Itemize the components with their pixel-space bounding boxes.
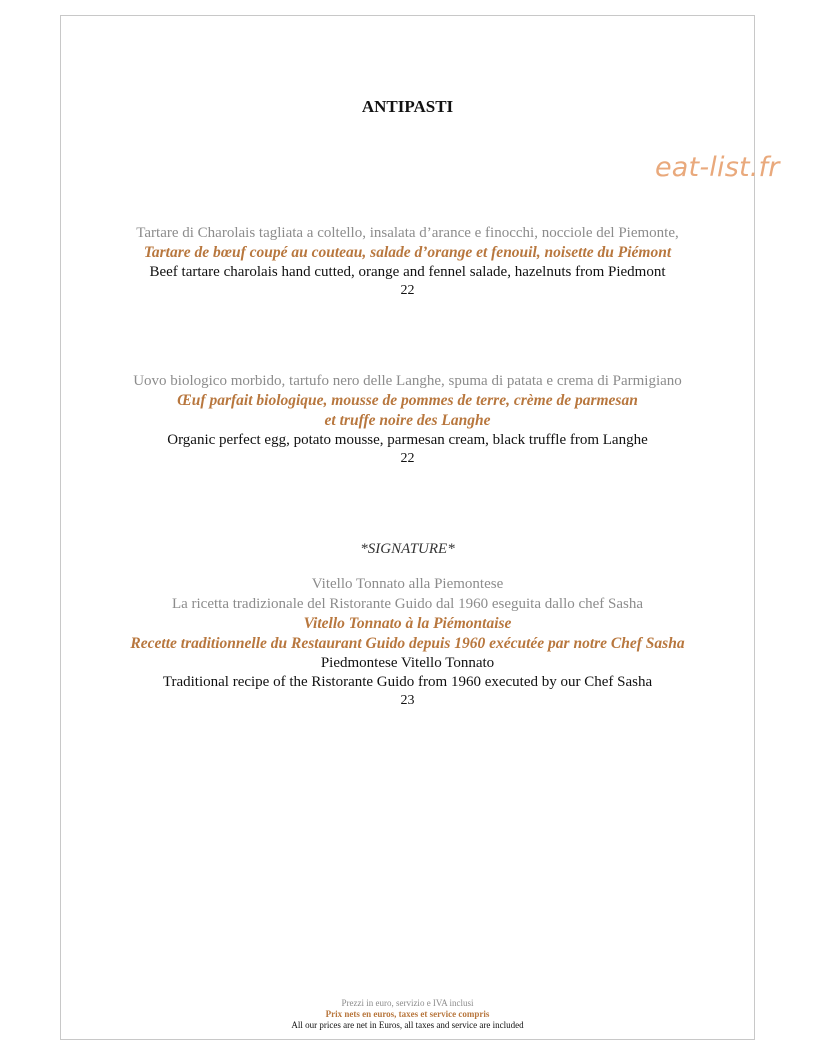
item-english-description: Beef tartare charolais hand cutted, orange and fennel salade, hazelnuts from Piedmont [149,264,666,280]
item-italian-description: Uovo biologico morbido, tartufo nero delle Langhe, spuma di patata e crema di Parmigiano [133,373,682,389]
menu-item-tartare [60,223,755,300]
item-french-description-line-1: Œuf parfait biologique, mousse de pommes de terre, crème de parmesan [177,392,638,409]
footer-italian-note: Prezzi in euro, servizio e IVA inclusi [341,998,474,1008]
signature-english-name: Piedmontese Vitello Tonnato [320,655,495,671]
menu-item-egg [60,371,755,468]
menu-item-signature [60,539,755,710]
signature-french-name: Vitello Tonnato à la Piémontaise [303,615,512,632]
item-french-description: Tartare de bœuf coupé au couteau, salade d’orange et fenouil, noisette du Piémont [143,244,672,261]
signature-french-description: Recette traditionnelle du Restaurant Guido depuis 1960 exécutée par notre Chef Sasha [130,635,685,652]
item-price: 22 [400,283,415,298]
section-title: ANTIPASTI [361,97,454,116]
footer-english-note: All our prices are net in Euros, all taxes and service are included [291,1020,524,1030]
signature-price: 23 [400,693,415,708]
signature-italian-description: La ricetta tradizionale del Ristorante Guido dal 1960 eseguita dallo chef Sasha [171,596,644,612]
watermark: eat-list.fr [655,152,780,183]
item-price: 22 [400,451,415,466]
price-footer [60,998,755,1031]
signature-english-description: Traditional recipe of the Ristorante Guido from 1960 executed by our Chef Sasha [162,674,653,690]
item-french-description-line-2: et truffe noire des Langhe [324,412,491,429]
signature-italian-name: Vitello Tonnato alla Piemontese [311,576,504,592]
item-english-description: Organic perfect egg, potato mousse, parmesan cream, black truffle from Langhe [167,432,648,448]
footer-french-note: Prix nets en euros, taxes et service compris [325,1009,490,1019]
signature-label: *SIGNATURE* [360,541,455,557]
item-italian-description: Tartare di Charolais tagliata a coltello, insalata d’arance e finocchi, nocciole del Piemonte, [136,225,679,241]
menu-page [60,15,755,1040]
